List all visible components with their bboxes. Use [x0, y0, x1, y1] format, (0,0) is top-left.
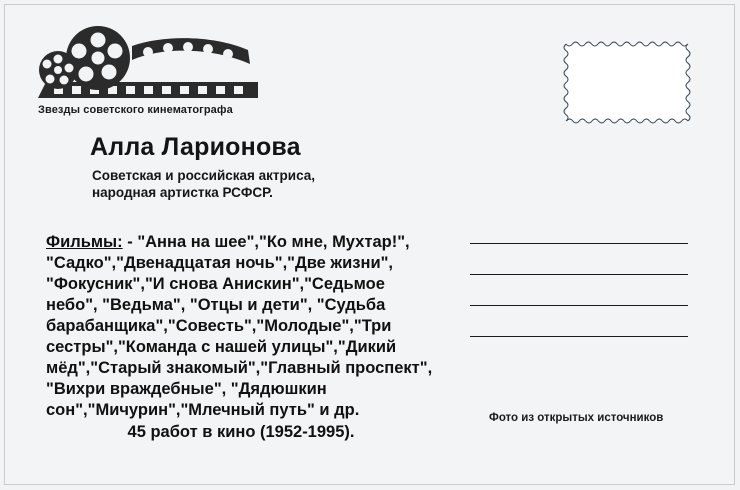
films-label: Фильмы:	[46, 233, 123, 251]
biography-text: Советская и российская актриса, народная артистка РСФСР.	[92, 168, 316, 200]
address-line-4[interactable]	[470, 336, 688, 337]
logo-caption: Звезды советского кинематографа	[38, 104, 233, 116]
address-line-3[interactable]	[470, 305, 688, 306]
films-list: - "Анна на шее","Ко мне, Мухтар!", "Садко","Двенадцатая ночь","Две жизни", "Фокусник","И снова Анискин","Седьмое небо", "Ведьма", "Отцы и дети", "Судьба барабанщика","Совесть","Молодые","Три сестры","Команда с нашей улицы","Дикий мёд","Старый знакомый","Главный проспект", "Вихри враждебные", "Дядюшкин сон","Мичурин","Млечный путь" и др.	[46, 233, 433, 419]
films-count: 45 работ в кино (1952-1995).	[127, 423, 355, 441]
address-line-2[interactable]	[470, 274, 688, 275]
address-line-1[interactable]	[470, 243, 688, 244]
films-block	[46, 232, 436, 443]
photo-credit: Фото из открытых источников	[489, 412, 664, 424]
film-reel-icon	[36, 24, 266, 104]
stamp-frame-icon	[562, 40, 692, 125]
page-title: Алла Ларионова	[90, 133, 301, 161]
logo-block	[36, 24, 266, 119]
stamp-placeholder	[562, 40, 692, 125]
